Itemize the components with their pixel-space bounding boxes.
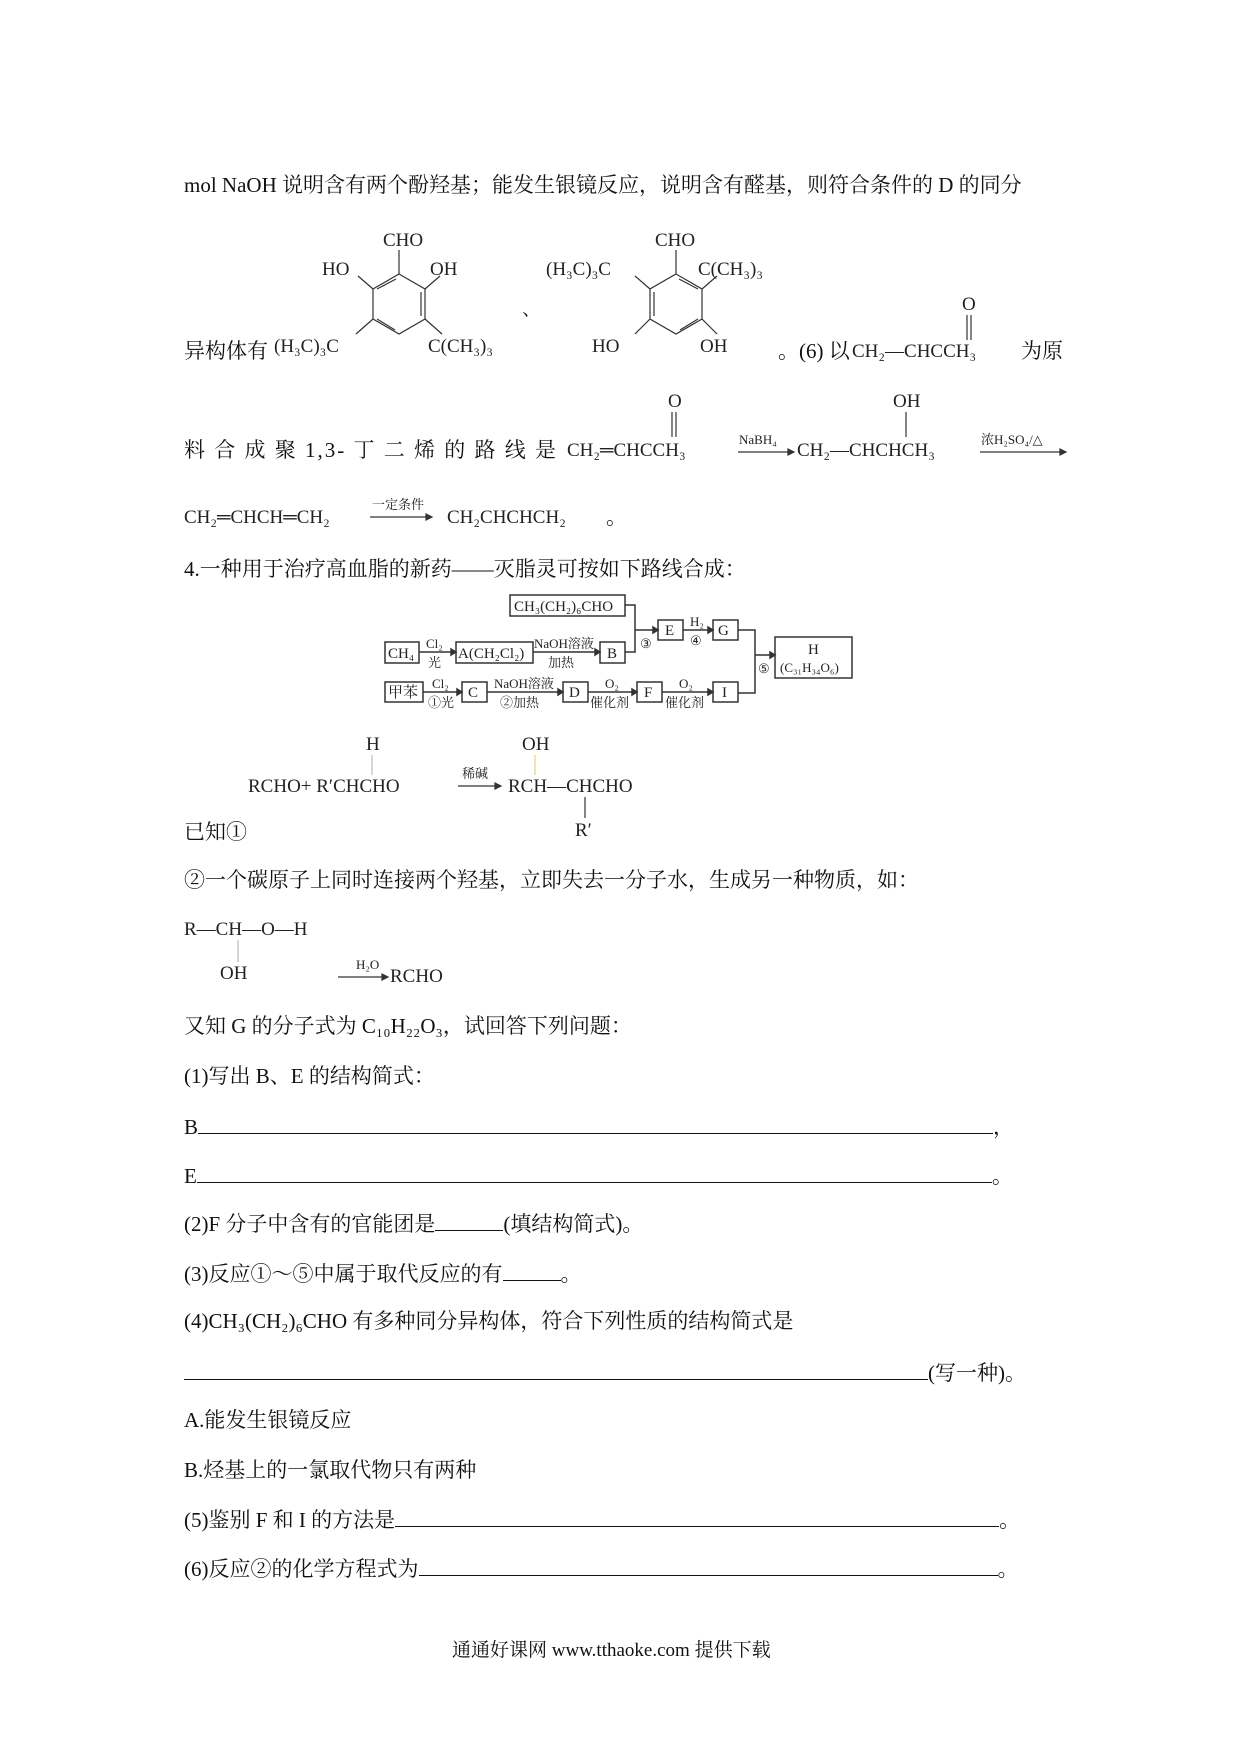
k2-oh: OH xyxy=(220,963,248,984)
route-s1: CH₂═CHCCH₃ xyxy=(567,440,686,461)
box-ch3ch2-6cho: CH₃(CH₂)₆CHO xyxy=(514,599,614,615)
s1-tbu-right: C(CH₃)₃ xyxy=(428,336,493,357)
known-reaction-2 xyxy=(184,919,443,987)
answer-e-label: E xyxy=(184,1164,197,1188)
label-cl2-a: Cl₂ xyxy=(426,636,443,651)
box-h-formula: (C₃₁H₃₄O₆) xyxy=(780,660,839,675)
label-heat-a: 加热 xyxy=(548,655,575,670)
intro-line-3-prefix: 料 合 成 聚 1,3- 丁 二 烯 的 路 线 是 xyxy=(184,438,558,462)
k1-oh: OH xyxy=(522,734,550,755)
label-naoh-a: NaOH溶液 xyxy=(534,636,594,651)
k2-condition: H₂O xyxy=(356,957,380,972)
answer-b-label: B xyxy=(184,1115,199,1139)
box-a: A(CH₂Cl₂) xyxy=(458,646,525,662)
known-1-label: 已知① xyxy=(184,820,247,844)
label-o2-d: O₂ xyxy=(605,676,619,691)
k1-r-prime: R′ xyxy=(575,820,592,841)
label-step-3: ③ xyxy=(640,636,652,651)
box-g: G xyxy=(718,623,729,639)
known-reaction-1 xyxy=(248,734,633,841)
box-b: B xyxy=(607,646,618,662)
k1-condition: 稀碱 xyxy=(462,766,489,781)
s2-cho: CHO xyxy=(655,230,696,251)
arrow-h2so4-label: 浓H₂SO₄/△ xyxy=(981,432,1043,447)
k2-product: RCHO xyxy=(390,966,443,987)
label-catalyst-f: 催化剂 xyxy=(665,695,705,710)
question-6-end: 。 xyxy=(997,1557,1019,1581)
s2-tbu-left: (H₃C)₃C xyxy=(546,259,611,280)
question-2-suffix: (填结构简式)。 xyxy=(503,1212,644,1236)
question-3-text: (3)反应①～⑤中属于取代反应的有 xyxy=(184,1262,503,1286)
k1-h: H xyxy=(366,734,380,755)
box-c: C xyxy=(468,685,479,701)
footer-text: 通通好课网 www.tthaoke.com 提供下载 xyxy=(452,1640,771,1661)
s2-ho: HO xyxy=(592,336,620,357)
separator: 、 xyxy=(522,299,542,320)
benzene-ring-1 xyxy=(373,274,425,334)
s1-tbu-left: (H₃C)₃C xyxy=(274,336,339,357)
box-ch4: CH₄ xyxy=(388,646,415,662)
label-light-a: 光 xyxy=(428,655,442,670)
question-1: (1)写出 B、E 的结构简式： xyxy=(184,1064,435,1088)
benzene-ring-2 xyxy=(650,274,702,334)
arrow-condition-label: 一定条件 xyxy=(372,497,425,512)
s2-oh: OH xyxy=(700,336,728,357)
route-start-o: O xyxy=(962,294,976,315)
box-d: D xyxy=(569,685,580,701)
intro-line-1: mol NaOH 说明含有两个酚羟基；能发生银镜反应，说明含有醛基，则符合条件的 D 的同分 xyxy=(184,173,1022,197)
question-4-title: 4.一种用于治疗高血脂的新药——灭脂灵可按如下路线合成： xyxy=(184,557,746,581)
s1-oh: OH xyxy=(430,259,458,280)
k1-right: RCH—CHCHO xyxy=(508,776,633,797)
s1-ho: HO xyxy=(322,259,350,280)
intro-line-2-suffix-b: 为原 xyxy=(1021,339,1063,363)
question-2-text: (2)F 分子中含有的官能团是 xyxy=(184,1212,436,1236)
question-5-end: 。 xyxy=(999,1508,1021,1532)
question-4-end: (写一种)。 xyxy=(928,1361,1026,1385)
box-i: I xyxy=(722,685,727,701)
box-e: E xyxy=(665,623,675,639)
known-2-text: ②一个碳原子上同时连接两个羟基，立即失去一分子水，生成另一种物质，如： xyxy=(184,868,919,892)
g-formula-text: 又知 G 的分子式为 C₁₀H₂₂O₃，试回答下列问题： xyxy=(184,1014,632,1038)
label-cl2-c: Cl₂ xyxy=(432,676,449,691)
label-h2: H₂ xyxy=(690,614,704,629)
route-start: CH₂—CHCCH₃ xyxy=(852,341,977,362)
route-s2-oh: OH xyxy=(893,391,921,412)
box-f: F xyxy=(644,685,653,701)
route-s4: CH₂CHCHCH₂ xyxy=(447,507,566,528)
intro-line-2-suffix-a: 。(6) 以 xyxy=(778,339,850,363)
answer-b-end: ， xyxy=(993,1115,1015,1139)
arrow-nabh4-label: NaBH₄ xyxy=(739,432,777,447)
route-s2: CH₂—CHCHCH₃ xyxy=(797,440,935,461)
answer-e-end: 。 xyxy=(991,1164,1013,1188)
label-step-2-heat: ②加热 xyxy=(500,695,540,710)
k1-left: RCHO+ R′CHCHO xyxy=(248,776,400,797)
option-a: A.能发生银镜反应 xyxy=(184,1408,352,1432)
label-o2-f: O₂ xyxy=(679,676,693,691)
synthesis-diagram xyxy=(385,595,852,710)
benzene-structure-2 xyxy=(546,230,763,357)
question-4-sub: (4)CH₃(CH₂)₆CHO 有多种同分异构体，符合下列性质的结构简式是 xyxy=(184,1309,794,1333)
s2-tbu-right: C(CH₃)₃ xyxy=(698,259,763,280)
question-6-text: (6)反应②的化学方程式为 xyxy=(184,1557,419,1581)
label-catalyst-d: 催化剂 xyxy=(590,695,630,710)
route-s3: CH₂═CHCH═CH₂ xyxy=(184,507,330,528)
question-3-end: 。 xyxy=(560,1262,582,1286)
s1-cho: CHO xyxy=(383,230,424,251)
label-naoh-c: NaOH溶液 xyxy=(494,676,554,691)
intro-line-4-end: 。 xyxy=(606,505,627,529)
label-step-1-light: ①光 xyxy=(428,695,455,710)
k2-top: R—CH—O—H xyxy=(184,919,308,940)
benzene-structure-1 xyxy=(274,230,493,357)
route-s1-o: O xyxy=(668,391,682,412)
box-h-label: H xyxy=(808,642,819,658)
box-toluene: 甲苯 xyxy=(388,685,419,701)
label-step-4: ④ xyxy=(690,633,702,648)
question-5-text: (5)鉴别 F 和 I 的方法是 xyxy=(184,1508,396,1532)
label-step-5: ⑤ xyxy=(758,661,770,676)
intro-line-2-prefix: 异构体有 xyxy=(184,339,268,363)
option-b: B.烃基上的一氯取代物只有两种 xyxy=(184,1458,477,1482)
